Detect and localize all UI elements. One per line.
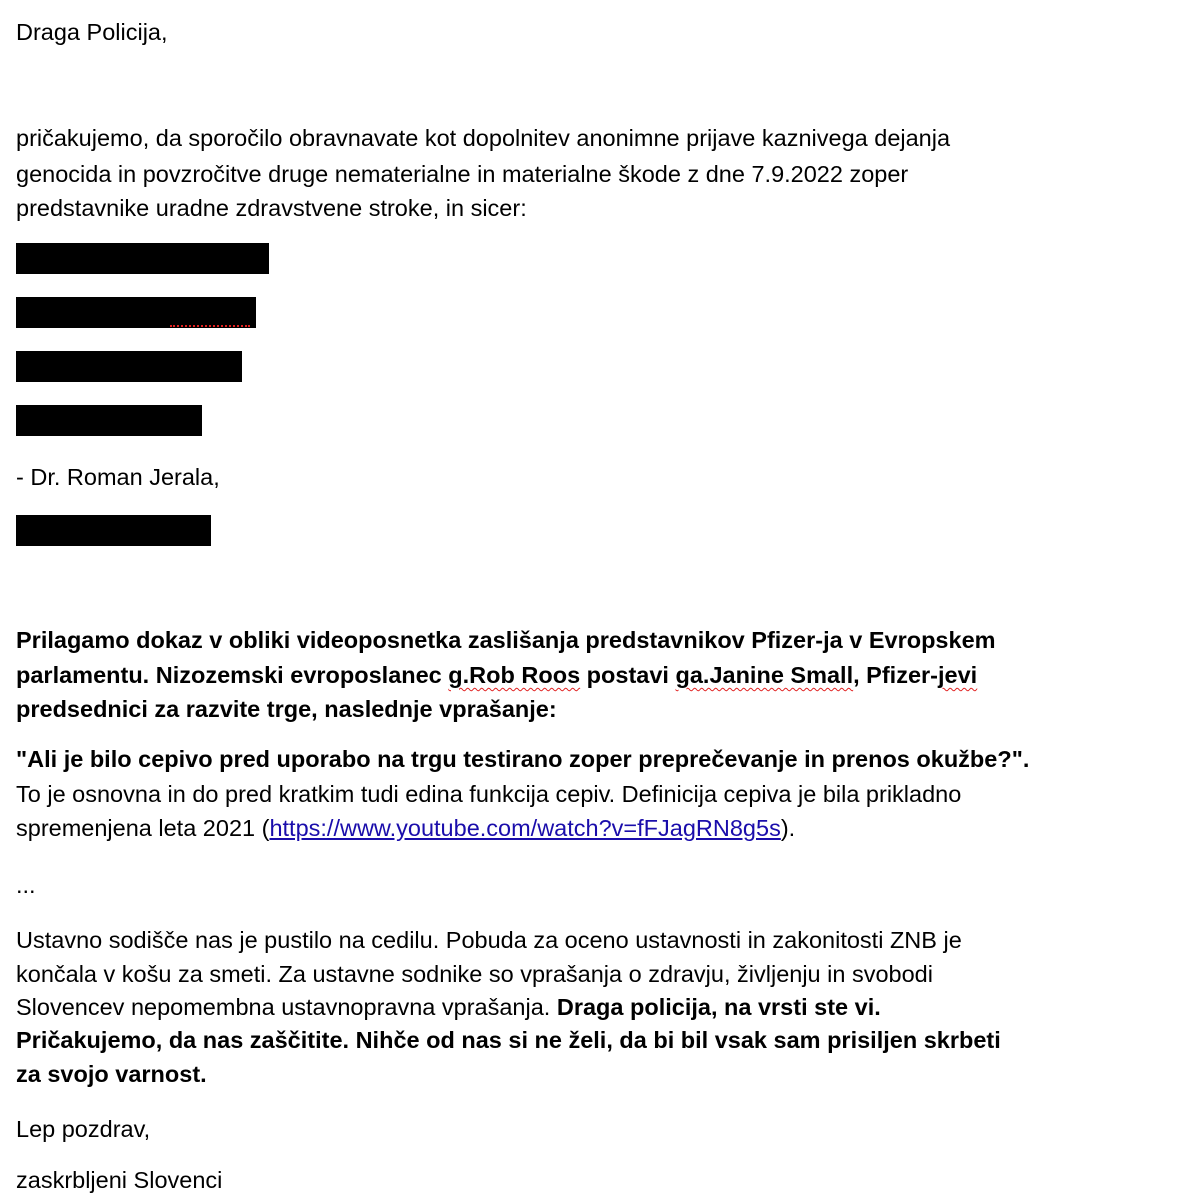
redacted-name-5	[16, 515, 211, 546]
spellcheck-mark	[170, 322, 250, 327]
court-line-5: za svojo varnost.	[16, 1061, 207, 1087]
evidence-text-b: postavi	[580, 662, 676, 688]
intro-line-2: genocida in povzročitve druge nematerialne in materialne škode z dne 7.9.2022 zoper	[16, 161, 909, 187]
ellipsis: ...	[16, 872, 36, 898]
court-line-4: Pričakujemo, da nas zaščitite. Nihče od nas si ne želi, da bi bil vsak sam prisiljen skrbeti	[16, 1027, 1001, 1053]
court-text-bold: Draga policija, na vrsti ste vi.	[556, 994, 881, 1020]
evidence-text-c: , Pfizer-	[853, 662, 939, 688]
court-line-2: končala v košu za smeti. Za ustavne sodnike so vprašanja o zdravju, življenju in svobodi	[16, 961, 933, 987]
court-text-a: Slovencev nepomembna ustavnopravna vprašanja.	[16, 994, 557, 1020]
redacted-name-3	[16, 351, 242, 382]
evidence-line-1: Prilagamo dokaz v obliki videoposnetka zaslišanja predstavnikov Pfizer-ja v Evropskem	[16, 627, 996, 653]
evidence-line-3: predsednici za razvite trge, naslednje vprašanje:	[16, 696, 557, 722]
intro-line-3: predstavnike uradne zdravstvene stroke, in sicer:	[16, 195, 527, 221]
closing: Lep pozdrav,	[16, 1116, 151, 1142]
redacted-name-1	[16, 243, 269, 274]
question-line-2: To je osnovna in do pred kratkim tudi edina funkcija cepiv. Definicija cepiva je bila prikladno	[16, 781, 962, 807]
jevi-word: jevi	[938, 662, 978, 688]
youtube-link[interactable]: https://www.youtube.com/watch?v=fFJagRN8g5s	[269, 815, 781, 841]
evidence-text-a: parlamentu. Nizozemski evroposlanec	[16, 662, 449, 688]
court-line-3	[16, 990, 881, 1024]
question-quote: "Ali je bilo cepivo pred uporabo na trgu testirano zoper preprečevanje in prenos okužbe?".	[16, 746, 1030, 772]
court-line-1: Ustavno sodišče nas je pustilo na cedilu. Pobuda za oceno ustavnosti in zakonitosti ZNB je	[16, 927, 962, 953]
question-text-b: ).	[780, 815, 796, 841]
intro-line-1: pričakujemo, da sporočilo obravnavate kot dopolnitev anonimne prijave kaznivega dejanja	[16, 125, 951, 151]
named-person: - Dr. Roman Jerala,	[16, 464, 220, 490]
question-text-a: spremenjena leta 2021 (	[16, 815, 270, 841]
signature: zaskrbljeni Slovenci	[16, 1167, 223, 1193]
rob-roos-name: g.Rob Roos	[448, 662, 581, 688]
redacted-name-4	[16, 405, 202, 436]
greeting: Draga Policija,	[16, 19, 168, 45]
evidence-line-2	[16, 658, 977, 692]
janine-small-name: ga.Janine Small	[675, 662, 854, 688]
question-line-3	[16, 811, 795, 845]
